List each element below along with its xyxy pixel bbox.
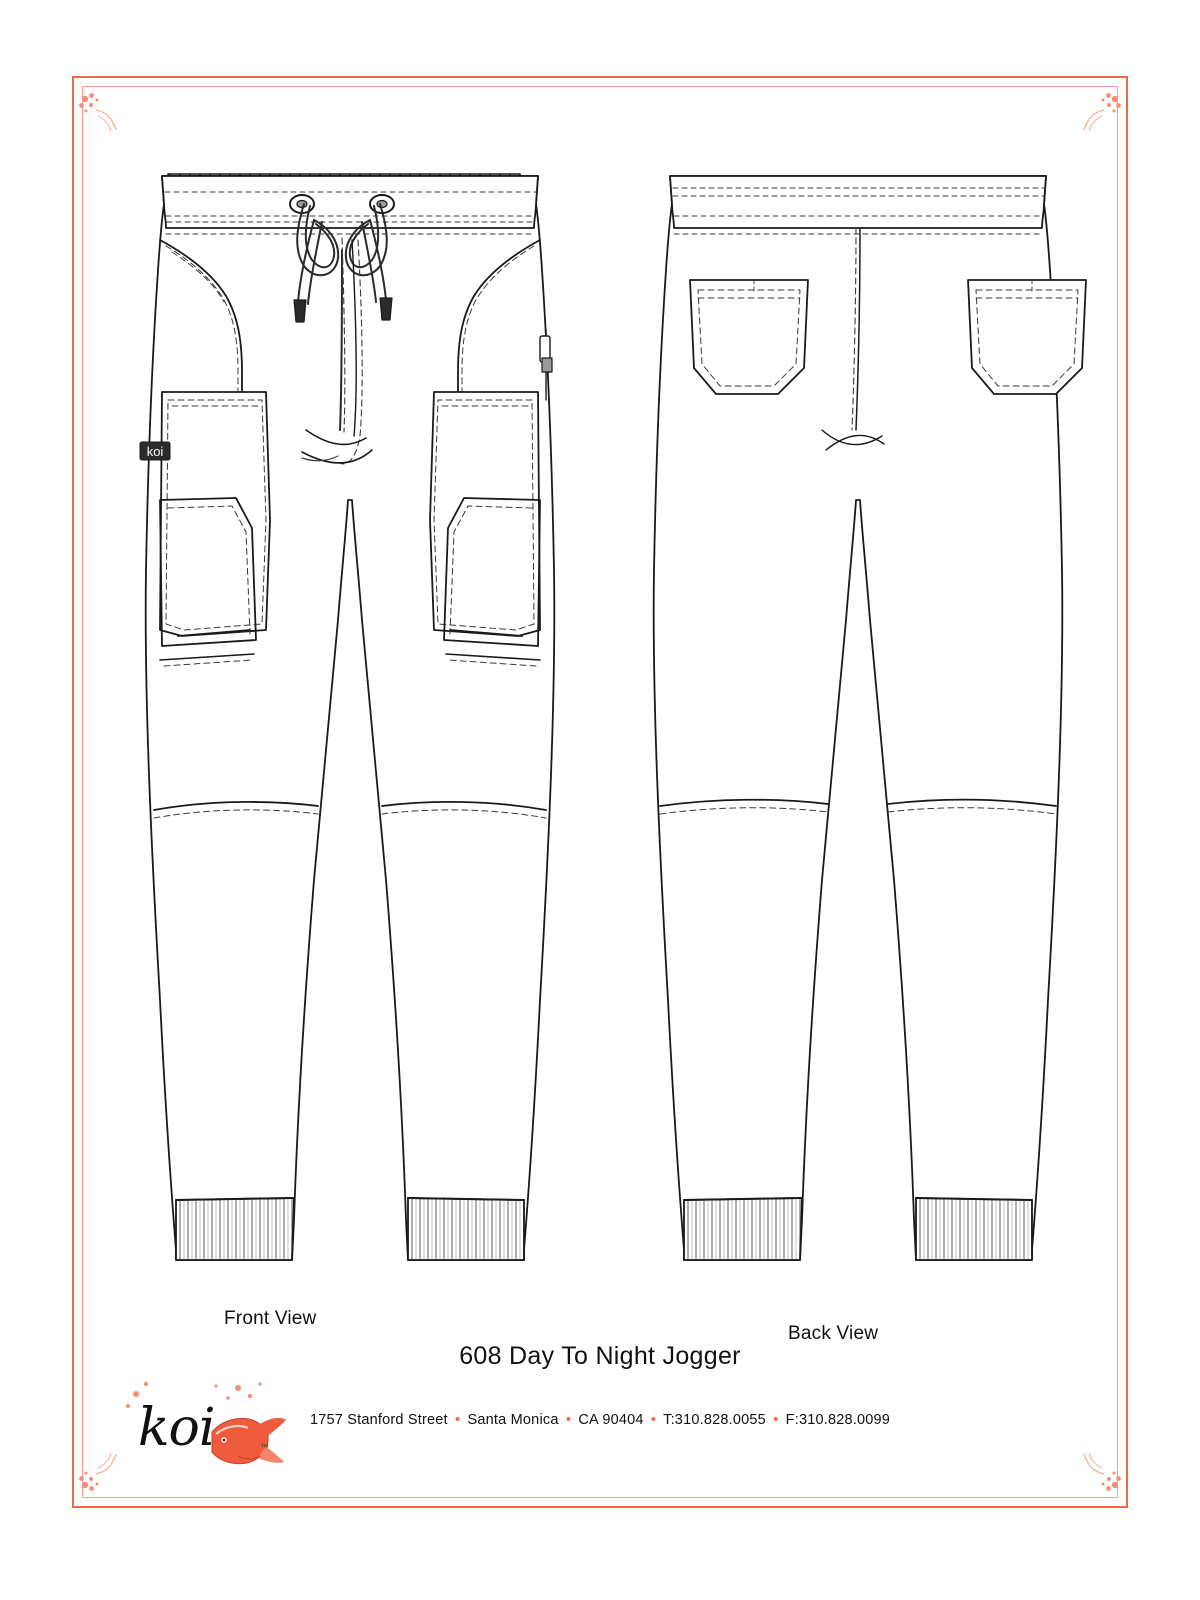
back-view-drawing: [654, 176, 1086, 1260]
back-view-label: Back View: [788, 1323, 879, 1344]
garment-technical-flats: [90, 100, 1110, 1330]
footer-state-zip: CA 90404: [578, 1412, 644, 1428]
footer-separator-2: •: [565, 1412, 572, 1428]
style-title: 608 Day To Night Jogger: [459, 1342, 741, 1370]
footer-separator-4: •: [773, 1412, 779, 1428]
koi-wordmark: koi: [138, 1398, 215, 1458]
front-view-label: Front View: [224, 1308, 317, 1329]
footer-phone: T:310.828.0055: [663, 1412, 766, 1428]
koi-logo: [120, 1370, 290, 1480]
garment-label-patch: koi: [146, 444, 164, 459]
footer-fax: F:310.828.0099: [785, 1412, 891, 1428]
front-view-drawing: [140, 174, 554, 1260]
footer-separator-3: •: [650, 1412, 657, 1428]
footer-city: Santa Monica: [467, 1412, 559, 1428]
footer-street: 1757 Stanford Street: [309, 1412, 448, 1428]
footer-separator-1: •: [455, 1412, 461, 1428]
trademark-symbol: ™: [260, 1442, 269, 1452]
